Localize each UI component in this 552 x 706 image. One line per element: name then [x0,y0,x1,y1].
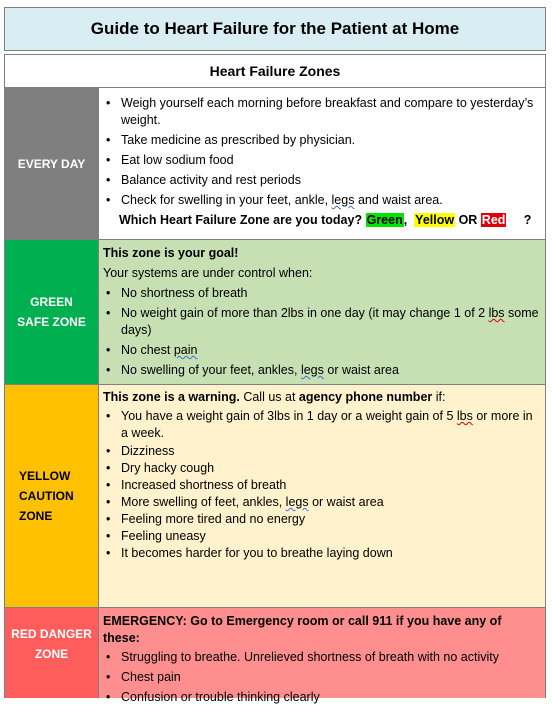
list-item: • It becomes harder for you to breathe laying down [103,545,541,562]
list-item: • Balance activity and rest periods [103,172,541,189]
green-intro: Your systems are under control when: [103,266,313,280]
document-title: Guide to Heart Failure for the Patient at Home [4,7,546,51]
label-line: SAFE ZONE [17,315,86,329]
red-chip: Red [481,213,506,227]
emergency-text: EMERGENCY: Go to Emergency room or call 911 if you have any of these: [103,614,502,645]
list-item: • Take medicine as prescribed by physician. [103,132,541,149]
red-list [103,649,541,706]
text: You have a weight gain of 3lbs in 1 day or a weight gain of 5 [121,409,457,423]
label-line: CAUTION [19,489,74,503]
green-zone-label [5,240,99,384]
list-item: • Confusion or trouble thinking clearly [103,689,541,706]
yellow-zone-content [99,385,545,607]
red-zone-row [4,608,546,704]
text: or waist area [323,363,399,377]
yellow-zone-row [4,385,546,608]
yellow-chip: Yellow [415,213,455,227]
text: or waist area [308,495,384,509]
every-day-list [103,95,541,209]
or-text: OR [458,213,478,227]
spellcheck-word: legs [285,495,309,509]
green-list [103,285,541,379]
text: and waist area. [354,193,443,207]
zone-question [103,212,541,229]
list-item: • Struggling to breathe. Unrelieved shortness of breath with no activity [103,649,541,666]
list-item: • Feeling more tired and no energy [103,511,541,528]
green-zone-row [4,240,546,385]
list-item [103,192,541,209]
list-item: • Increased shortness of breath [103,477,541,494]
question-mark: ? [523,213,532,227]
every-day-label [5,88,99,239]
list-item: • Dizziness [103,443,541,460]
label-line: YELLOW [19,469,71,483]
list-item: • Weigh yourself each morning before breakfast and compare to yesterday’s weight. [103,95,541,129]
list-item: • No shortness of breath [103,285,541,302]
warning-bold: This zone is a warning. [103,390,240,404]
list-item: • Chest pain [103,669,541,686]
red-zone-content [99,608,545,704]
every-day-label-text: EVERY DAY [17,156,86,171]
text: No swelling of your feet, ankles, [121,363,301,377]
text: Check for swelling in your feet, ankle, [121,193,332,207]
list-item: • Feeling uneasy [103,528,541,545]
yellow-warning [103,389,541,406]
yellow-list [103,408,541,562]
text: No chest [121,343,174,357]
agency-phone: agency phone number [298,390,433,404]
list-item: • Dry hacky cough [103,460,541,477]
green-goal: This zone is your goal! [103,246,239,260]
green-zone-content [99,240,545,384]
spellcheck-word: pain [173,343,198,357]
question-text: Which Heart Failure Zone are you today? [119,213,363,227]
zones-heading: Heart Failure Zones [4,54,546,88]
list-item [103,305,541,339]
spellcheck-word: legs [331,193,355,207]
text: some days) [121,306,539,337]
text: More swelling of feet, ankles, [121,495,286,509]
separator: , [403,213,408,227]
list-item: • Eat low sodium food [103,152,541,169]
list-item [103,342,541,359]
green-chip: Green [366,213,403,227]
list-item [103,408,541,442]
yellow-zone-label [5,385,99,607]
warning-text: if: [432,390,446,404]
text: No weight gain of more than 2lbs in one day (it may change 1 of 2 [121,306,489,320]
text: or more in a week. [121,409,533,440]
label-line: ZONE [19,509,53,523]
spellcheck-word: legs [300,363,324,377]
label-line: ZONE [34,647,69,661]
every-day-content [99,88,545,239]
red-zone-label [5,608,99,698]
every-day-row [4,88,546,240]
list-item [103,362,541,379]
spellcheck-word: lbs [456,409,473,423]
list-item [103,494,541,511]
label-line: GREEN [30,295,73,309]
spellcheck-word: lbs [488,306,505,320]
warning-text: Call us at [239,390,299,404]
label-line: RED DANGER [11,627,92,641]
